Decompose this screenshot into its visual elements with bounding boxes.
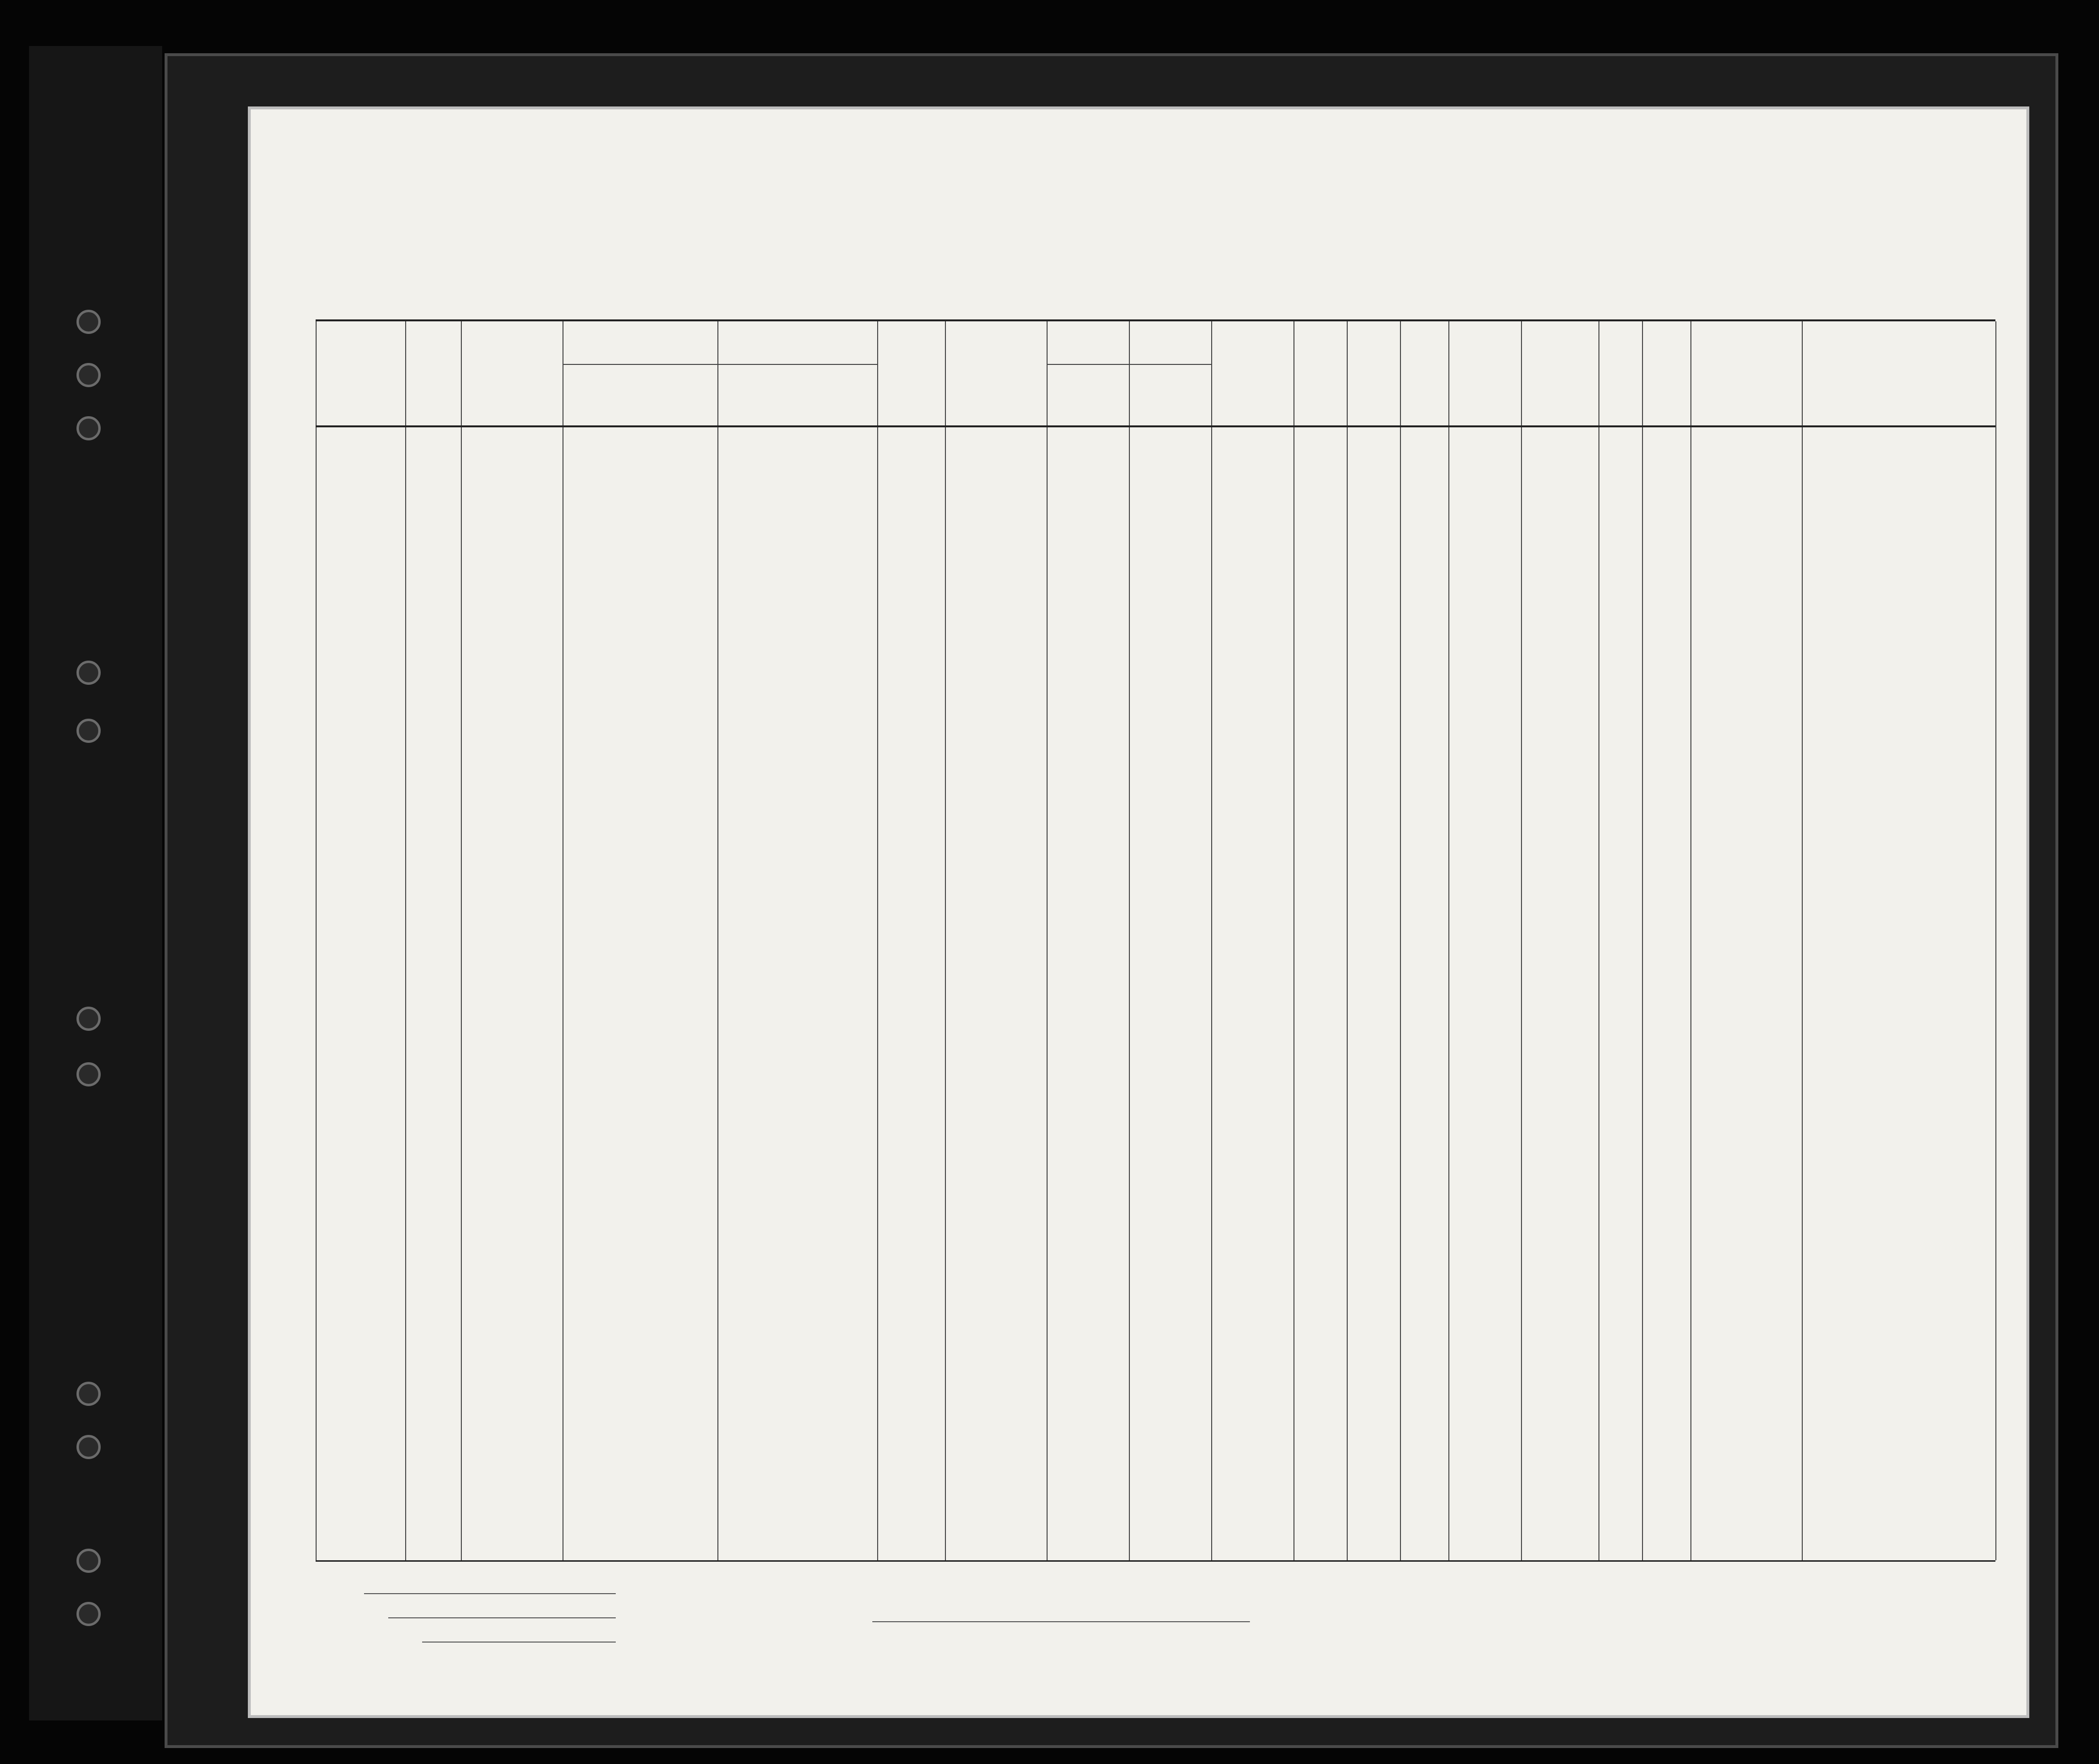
column-rule	[1995, 321, 1996, 1560]
binder-hole	[76, 1007, 101, 1031]
binder-hole	[76, 416, 101, 440]
owners-rule	[388, 1617, 616, 1618]
binder-hole	[76, 1435, 101, 1459]
crew-table	[316, 319, 1995, 1562]
column-rule	[1211, 321, 1212, 1560]
column-rule	[717, 321, 718, 1560]
binder-hole	[76, 363, 101, 387]
agents-rule	[422, 1642, 616, 1643]
column-rule	[1129, 321, 1130, 1560]
binder-hole	[76, 1382, 101, 1406]
binder-hole	[76, 1602, 101, 1626]
binder-hole	[76, 1062, 101, 1086]
column-rule	[877, 321, 878, 1560]
binder-hole	[76, 719, 101, 743]
header-rule	[316, 425, 1995, 427]
binder-hole	[76, 310, 101, 334]
column-rule	[1448, 321, 1449, 1560]
column-rule	[1293, 321, 1294, 1560]
shipped-subrule	[1047, 364, 1211, 365]
column-rule	[1347, 321, 1348, 1560]
column-rule	[316, 321, 317, 1560]
column-rule	[1400, 321, 1401, 1560]
line-rule	[364, 1593, 616, 1594]
column-rule	[1690, 321, 1691, 1560]
signature-rule	[872, 1621, 1250, 1622]
binder-hole	[76, 1549, 101, 1573]
binder-hole	[76, 661, 101, 685]
column-rule	[461, 321, 462, 1560]
column-rule	[1802, 321, 1803, 1560]
column-rule	[1521, 321, 1522, 1560]
name-subrule	[563, 364, 877, 365]
vessel-line	[354, 281, 1952, 305]
column-rule	[945, 321, 946, 1560]
binder-strip	[29, 46, 162, 1720]
column-rule	[1642, 321, 1643, 1560]
manifest-page	[248, 106, 2029, 1718]
column-rule	[1598, 321, 1599, 1560]
column-rule	[405, 321, 406, 1560]
column-rule	[1047, 321, 1048, 1560]
